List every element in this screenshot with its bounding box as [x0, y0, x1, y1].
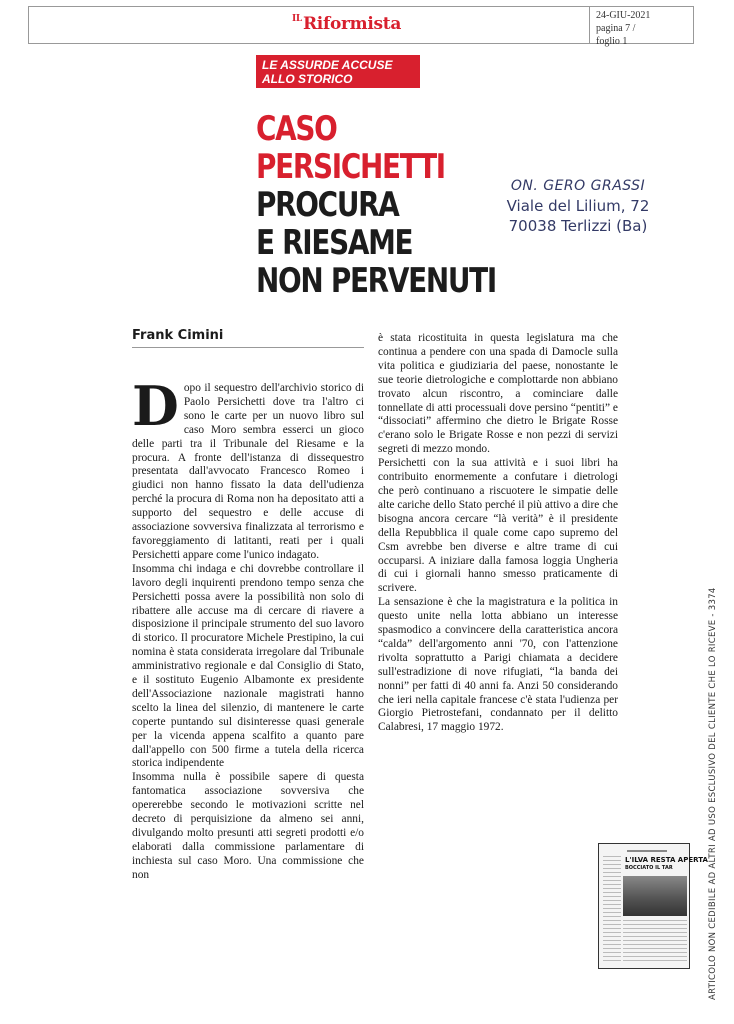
thumbnail-side-column: [603, 856, 621, 962]
thumbnail-subhead: BOCCIATO IL TAR: [625, 865, 673, 871]
page-thumbnail: [598, 843, 708, 969]
byline-divider: [132, 347, 364, 348]
kicker-line-1: LE ASSURDE ACCUSE: [262, 58, 393, 72]
thumbnail-photo: [623, 876, 687, 916]
clipping-page: pagina 7 /: [596, 23, 636, 34]
stamp-street: Viale del Lilium, 72: [506, 197, 650, 215]
vertical-copyright-notice: ARTICOLO NON CEDIBILE AD ALTRI AD USO ESCLUSIVO DEL CLIENTE CHE LO RICEVE - 3374: [708, 587, 718, 1000]
paragraph-2: Insomma chi indaga e chi dovrebbe controllare il lavoro degli inquirenti prendono tempo senza che Persichetti possa avere la possibilità non solo di ribattere alle accuse ma di cercare di riavere a disposizione il principale strumento del suo lavoro di storico. Il procuratore Michele Prestipino, la cui nomina è stata considerata irregolare dal Tribunale amministrativo regionale e dal Consiglio di Stato, e il sostituto Eugenio Albamonte ex presidente dell'Associazione nazionale magistrati hanno scelto la linea del silenzio, di mantenere le carte coperte puntando sul disinteresse quasi generale per la vicenda appena scalfito a quanto pare dall'appello con 500 firme a tutela della ricerca storica indipendente: [132, 562, 364, 770]
headline-red-line-1: CASO: [256, 109, 337, 149]
header-divider: [589, 7, 590, 43]
stamp-name: ON. GERO GRASSI: [510, 178, 646, 194]
masthead-prefix: IL: [292, 14, 302, 24]
thumbnail-headline: L'ILVA RESTA APERTA: [625, 856, 708, 864]
paragraph-5: Persichetti con la sua attività e i suoi libri ha contribuito enormemente a confutare i dietrologi che però continuano a riscuotere le simpatie delle alte cariche dello Stato perché il più attivo a dire che bisogna ancora cercare “là verità” è il presidente della Repubblica il quale come capo supremo del Csm avrebbe ben diverse e altre trame di cui occuparsi. A iniziare dalla famosa loggia Ungheria di cui i giornali hanno smesso praticamente di scrivere.: [378, 457, 618, 595]
clipping-meta: [596, 9, 650, 48]
article-column-2: [378, 332, 618, 735]
address-stamp: [498, 176, 658, 236]
newspaper-masthead: [292, 14, 401, 34]
clipping-sheet: foglio 1: [596, 36, 628, 47]
headline-line-4: E RIESAME: [256, 223, 413, 263]
stamp-city: 70038 Terlizzi (Ba): [508, 217, 648, 235]
headline-line-3: PROCURA: [256, 185, 399, 225]
headline-line-5: NON PERVENUTI: [256, 261, 496, 301]
author-byline: Frank Cimini: [132, 328, 224, 343]
clipping-date: 24-GIU-2021: [596, 10, 651, 21]
paragraph-6: La sensazione è che la magistratura e la politica in questo unite nella lotta abbiano un interesse spasmodico a convincere della caratteristica ancora “calda” dell'argomento anni '70, con l'attenzione rivolta soprattutto a Parigi chiamata a decidere sull'estradizione di nove rifugiati, “la banda dei nonni” per fatti di 40 anni fa. Anzi 50 considerando che ieri nella capitale francese c'è stata l'udienza per Giorgio Pietrostefani, condannato per il delitto Calabresi, 17 maggio 1972.: [378, 596, 618, 734]
article-column-1: [132, 374, 364, 883]
thumbnail-body-text: [623, 920, 687, 964]
paragraph-3: Insomma nulla è possibile sapere di questa fantomatica associazione sovversiva che opererebbe secondo le motivazioni scritte nel decreto di perquisizione da almeno sei anni, divulgando molto presunti atti segreti prodotti e/o elaborati dalla commissione parlamentare di inchiesta sul caso Moro. Una commissione che non: [132, 771, 364, 881]
kicker-label: [256, 55, 420, 88]
kicker-line-2: ALLO STORICO: [262, 72, 353, 86]
thumbnail-masthead: [627, 850, 667, 852]
paragraph-1: [132, 374, 364, 563]
headline-red-line-2: PERSICHETTI: [256, 147, 445, 187]
article-headline: [256, 110, 496, 300]
drop-cap: D: [132, 374, 179, 438]
paragraph-4: è stata ricostituita in questa legislatura ma che continua a pendere con una spada di Damocle sulla vita politica e giudiziaria del paese, nonostante le sue teorie dietrologiche e complottarde non abbiano trovato alcun riscontro, a cominciare dalle tonnellate di atti processuali dove persino “pentiti” e “dissociati” affermino che dietro le Brigate Rosse c'erano solo le Brigate Rosse e non pezzi di servizi segreti di mezzo mondo.: [378, 332, 618, 456]
masthead-name: Riformista: [302, 14, 402, 34]
paragraph-1-text: opo il sequestro dell'archivio storico di Paolo Persichetti dove tra l'altro ci sono le carte per un nuovo libro sul caso Moro sembra esserci un gioco delle parti tra il Tribunale del Riesame e la procura. A fronte dell'istanza di dissequestro presentata dall'avvocato Francesco Romeo i giudici non hanno fissato la data dell'udienza perché la procura di Roma non ha depositato atti a supporto del sequestro e delle accuse di associazione sovversiva finalizzata al terrorismo e favoreggiamento di latitanti, reati per i quali Persichetti appare come l'unico indagato.: [132, 382, 364, 561]
